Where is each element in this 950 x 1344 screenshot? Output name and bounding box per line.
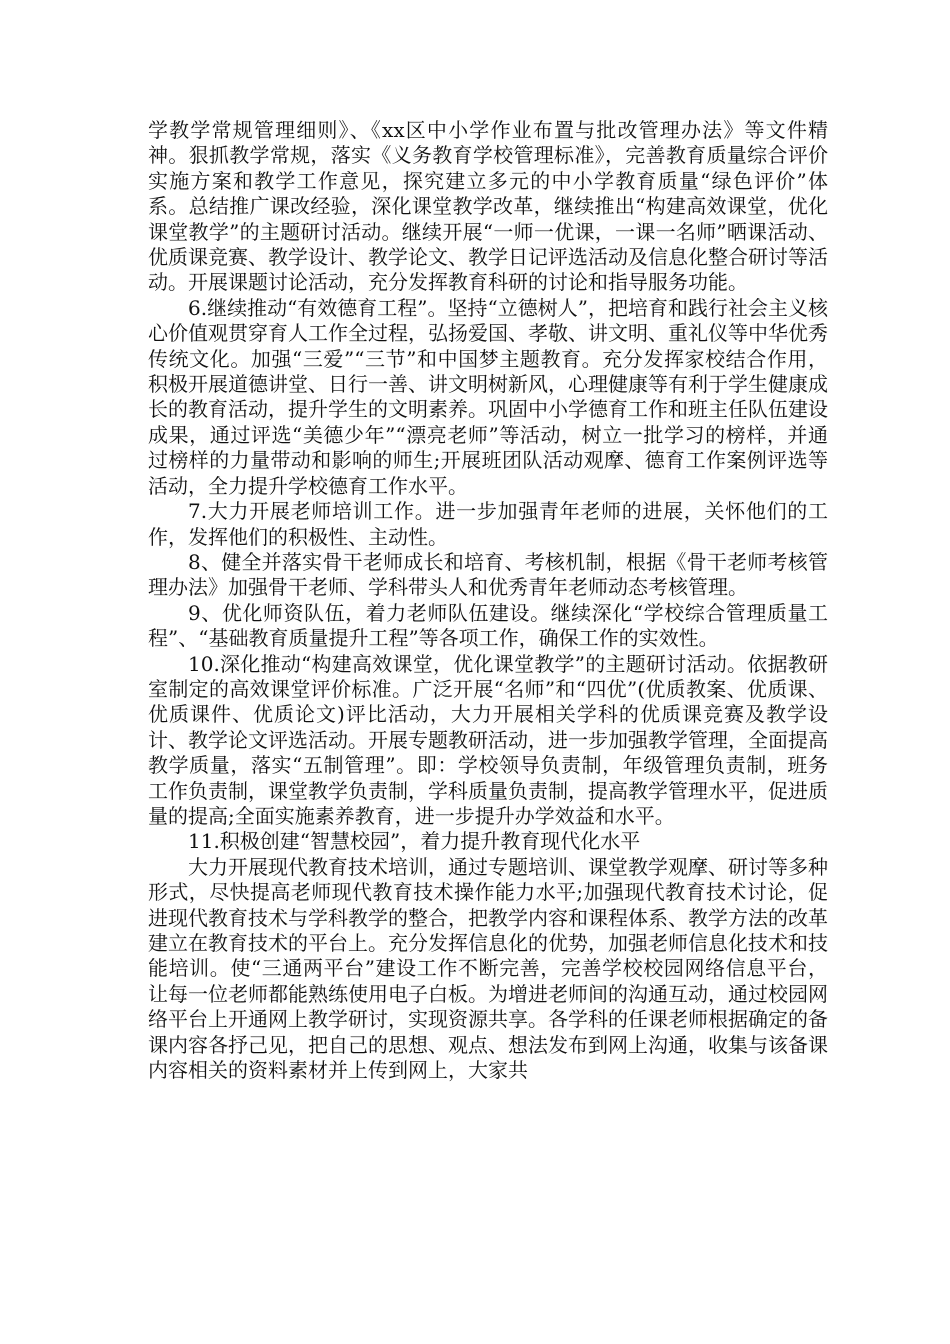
document-body (148, 118, 828, 1083)
paragraph-item-10: 10.深化推动“构建高效课堂，优化课堂教学”的主题研讨活动。依据教研室制定的高效课堂评价标准。广泛开展“名师”和“四优”(优质教案、优质课、优质课件、优质论文)评比活动，大力开展相关学科的优质课竞赛及教学设计、教学论文评选活动。开展专题教研活动，进一步加强教学管理，全面提高教学质量，落实“五制管理”。即：学校领导负责制，年级管理负责制，班务工作负责制，课堂教学负责制，学科质量负责制，提高教学管理水平，促进质量的提高;全面实施素养教育，进一步提升办学效益和水平。 (148, 651, 828, 828)
paragraph-item-6: 6.继续推动“有效德育工程”。坚持“立德树人”，把培育和践行社会主义核心价值观贯穿育人工作全过程，弘扬爱国、孝敬、讲文明、重礼仪等中华优秀传统文化。加强“三爱”“三节”和中国梦主题教育。充分发挥家校结合作用，积极开展道德讲堂、日行一善、讲文明树新风，心理健康等有利于学生健康成长的教育活动，提升学生的文明素养。巩固中小学德育工作和班主任队伍建设成果，通过评选“美德少年”“漂亮老师”等活动，树立一批学习的榜样，并通过榜样的力量带动和影响的师生;开展班团队活动观摩、德育工作案例评选等活动，全力提升学校德育工作水平。 (148, 295, 828, 498)
paragraph-intro-continued: 学教学常规管理细则》、《xx区中小学作业布置与批改管理办法》等文件精神。狠抓教学常规，落实《义务教育学校管理标准》，完善教育质量综合评价实施方案和教学工作意见，探究建立多元的中小学教育质量“绿色评价”体系。总结推广课改经验，深化课堂教学改革，继续推出“构建高效课堂，优化课堂教学”的主题研讨活动。继续开展“一师一优课，一课一名师”晒课活动、优质课竞赛、教学设计、教学论文、教学日记评选活动及信息化整合研讨等活动。开展课题讨论活动，充分发挥教育科研的讨论和指导服务功能。 (148, 118, 828, 295)
paragraph-item-7: 7.大力开展老师培训工作。进一步加强青年老师的进展，关怀他们的工作，发挥他们的积极性、主动性。 (148, 499, 828, 549)
paragraph-item-9: 9、优化师资队伍，着力老师队伍建设。继续深化“学校综合管理质量工程”、“基础教育质量提升工程”等各项工作，确保工作的实效性。 (148, 600, 828, 651)
paragraph-item-11-body: 大力开展现代教育技术培训，通过专题培训、课堂教学观摩、研讨等多种形式，尽快提高老师现代教育技术操作能力水平;加强现代教育技术讨论，促进现代教育技术与学科教学的整合，把教学内容和课程体系、教学方法的改革建立在教育技术的平台上。充分发挥信息化的优势，加强老师信息化技术和技能培训。使“三通两平台”建设工作不断完善，完善学校校园网络信息平台，让每一位老师都能熟练使用电子白板。为增进老师间的沟通互动，通过校园网络平台上开通网上教学研讨，实现资源共享。各学科的任课老师根据确定的备课内容各抒己见，把自己的思想、观点、想法发布到网上沟通，收集与该备课内容相关的资料素材并上传到网上，大家共 (148, 854, 828, 1083)
paragraph-item-11-heading: 11.积极创建“智慧校园”，着力提升教育现代化水平 (188, 829, 641, 854)
paragraph-item-8: 8、健全并落实骨干老师成长和培育、考核机制，根据《骨干老师考核管理办法》加强骨干老师、学科带头人和优秀青年老师动态考核管理。 (148, 549, 828, 600)
